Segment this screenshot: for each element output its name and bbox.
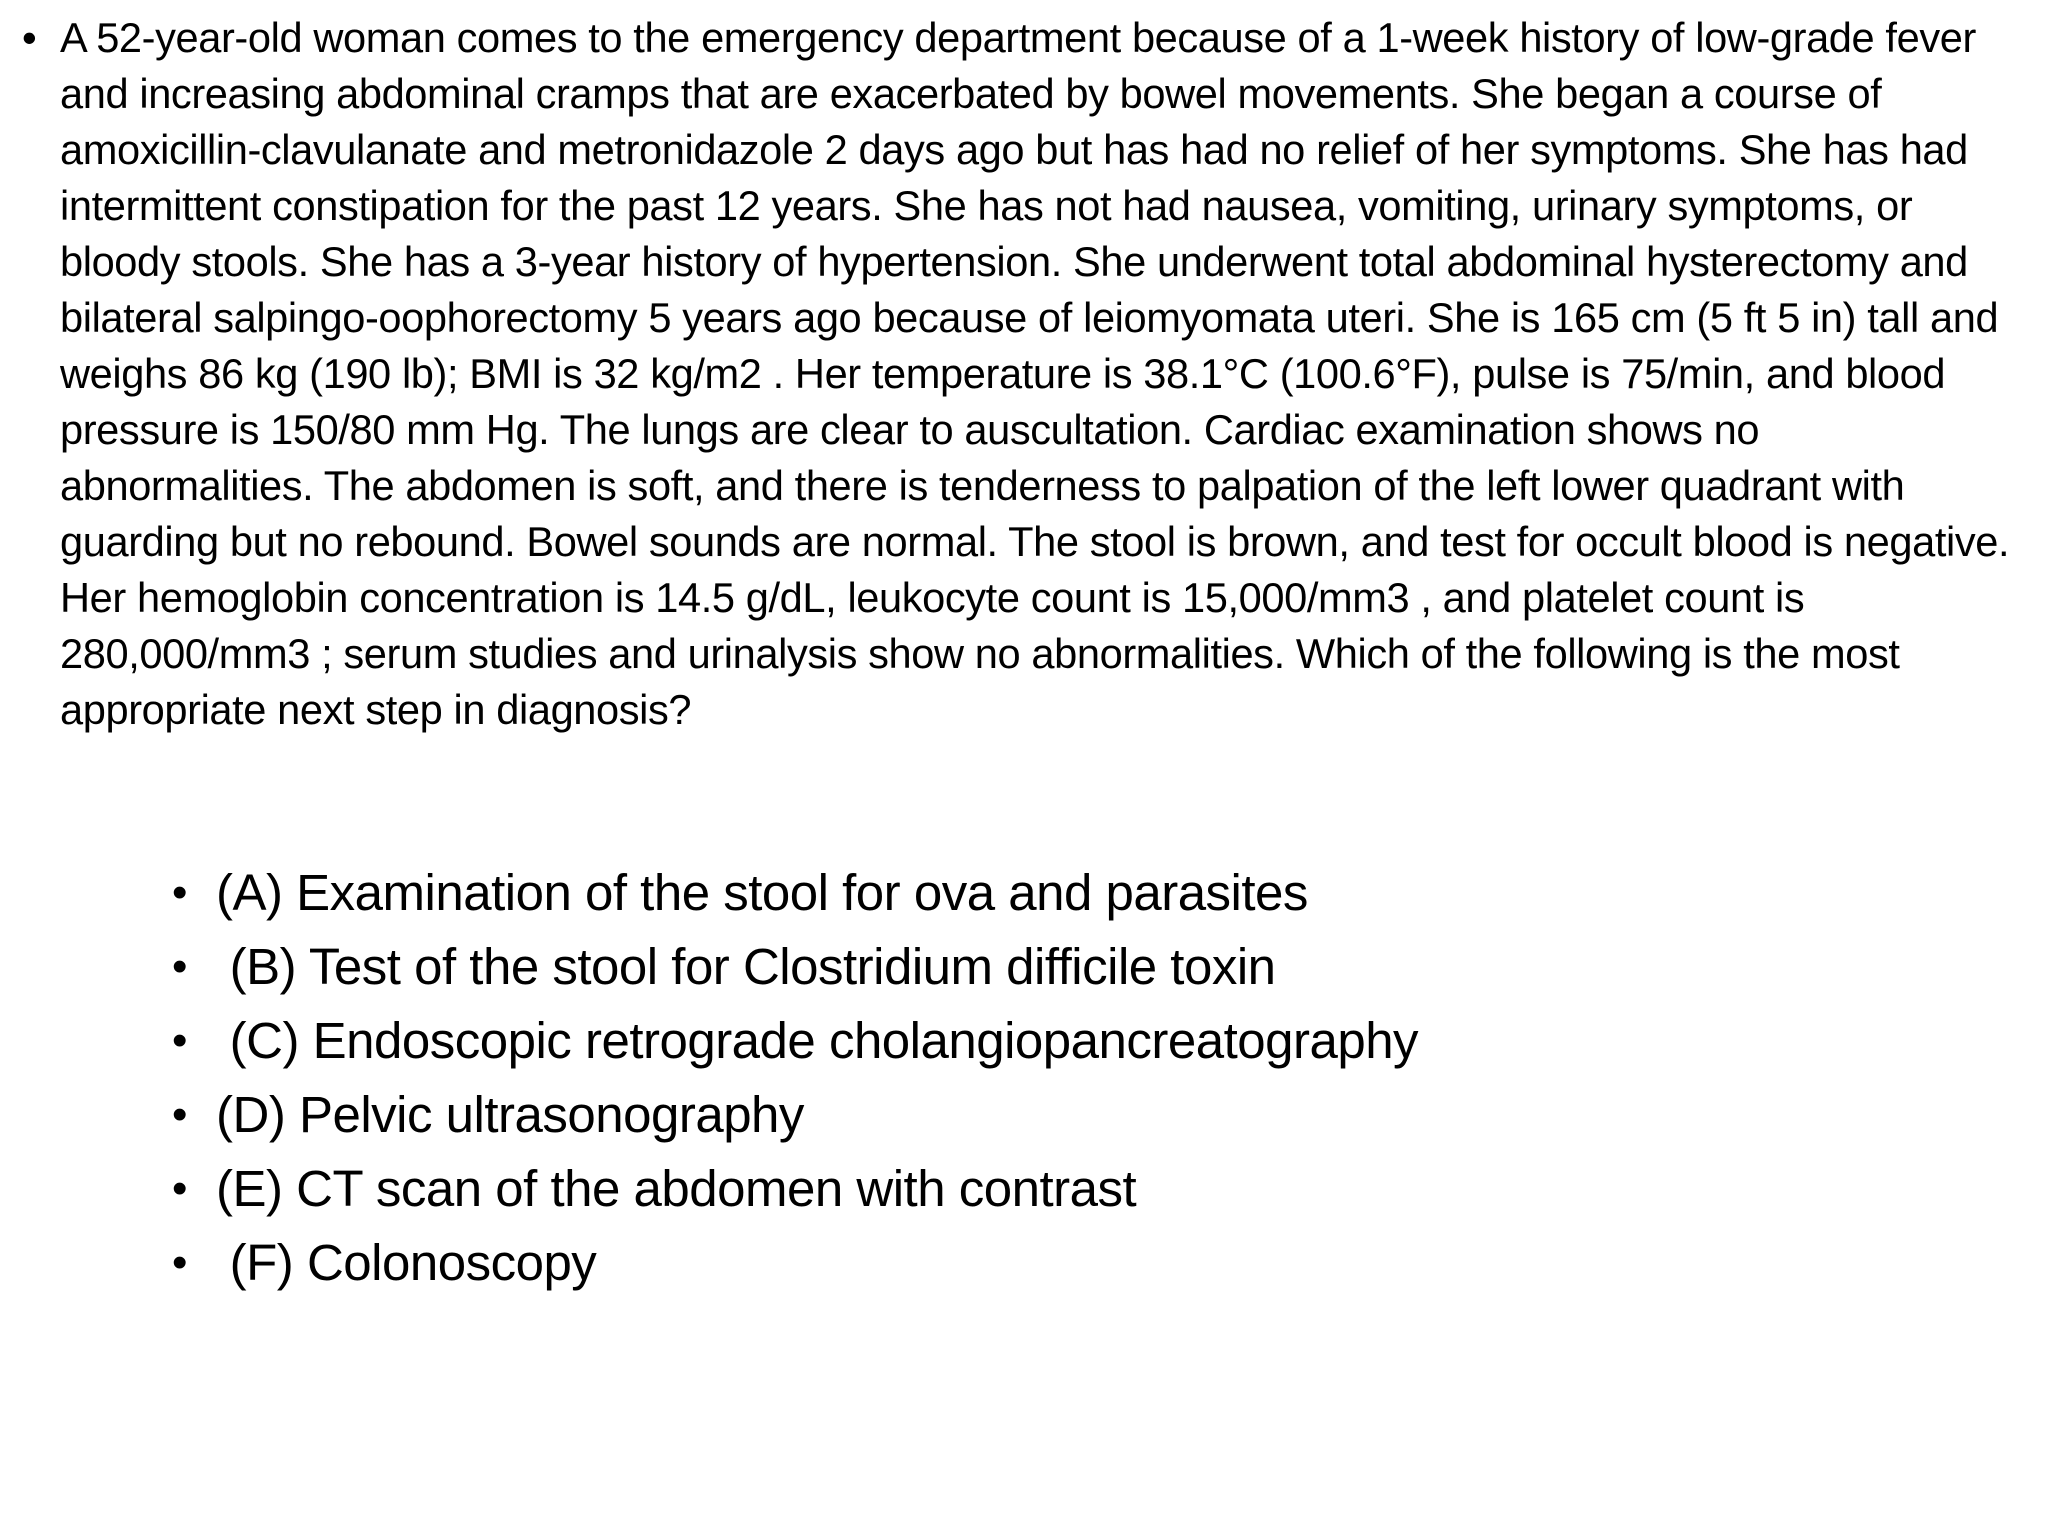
question-text: A 52-year-old woman comes to the emergency department because of a 1-week history of low-grade fever and increasing abdominal cramps that are exacerbated by bowel movements. She began a course of amoxicillin-clavulanate and metronidazole 2 days ago but has had no relief of her symptoms. She has had intermittent constipation for the past 12 years. She has not had nausea, vomiting, urinary symptoms, or bloody stools. She has a 3-year history of hypertension. She underwent total abdominal hysterectomy and bilateral salpingo-oophorectomy 5 years ago because of leiomyomata uteri. She is 165 cm (5 ft 5 in) tall and weighs 86 kg (190 lb); BMI is 32 kg/m2 . Her temperature is 38.1°C (100.6°F), pulse is 75/min, and blood pressure is 150/80 mm Hg. The lungs are clear to auscultation. Cardiac examination shows no abnormalities. The abdomen is soft, and there is tenderness to palpation of the left lower quadrant with guarding but no rebound. Bowel sounds are normal. The stool is brown, and test for occult blood is negative. Her hemoglobin concentration is 14.5 g/dL, leukocyte count is 15,000/mm3 , and platelet count is 280,000/mm3 ; serum studies and urinalysis show no abnormalities. Which of the following is the most appropriate next step in diagnosis? xyxy=(60,14,2010,733)
answer-options xyxy=(172,856,1872,1300)
option-e xyxy=(172,1152,1872,1226)
option-d xyxy=(172,1078,1872,1152)
option-e-text: (E) CT scan of the abdomen with contrast xyxy=(216,1160,1137,1217)
option-bullet: • xyxy=(172,1238,188,1287)
option-a-text: (A) Examination of the stool for ova and parasites xyxy=(216,864,1308,921)
option-f-text: (F) Colonoscopy xyxy=(216,1234,597,1291)
stem-bullet: • xyxy=(22,14,37,61)
option-c xyxy=(172,1004,1872,1078)
option-bullet: • xyxy=(172,1090,188,1139)
question-stem xyxy=(22,10,2020,738)
option-a xyxy=(172,856,1872,930)
option-c-text: (C) Endoscopic retrograde cholangiopancreatography xyxy=(216,1012,1419,1069)
option-bullet: • xyxy=(172,1164,188,1213)
option-f xyxy=(172,1226,1872,1300)
option-bullet: • xyxy=(172,1016,188,1065)
option-bullet: • xyxy=(172,868,188,917)
option-b xyxy=(172,930,1872,1004)
option-b-text: (B) Test of the stool for Clostridium difficile toxin xyxy=(216,938,1276,995)
option-d-text: (D) Pelvic ultrasonography xyxy=(216,1086,804,1143)
option-bullet: • xyxy=(172,942,188,991)
